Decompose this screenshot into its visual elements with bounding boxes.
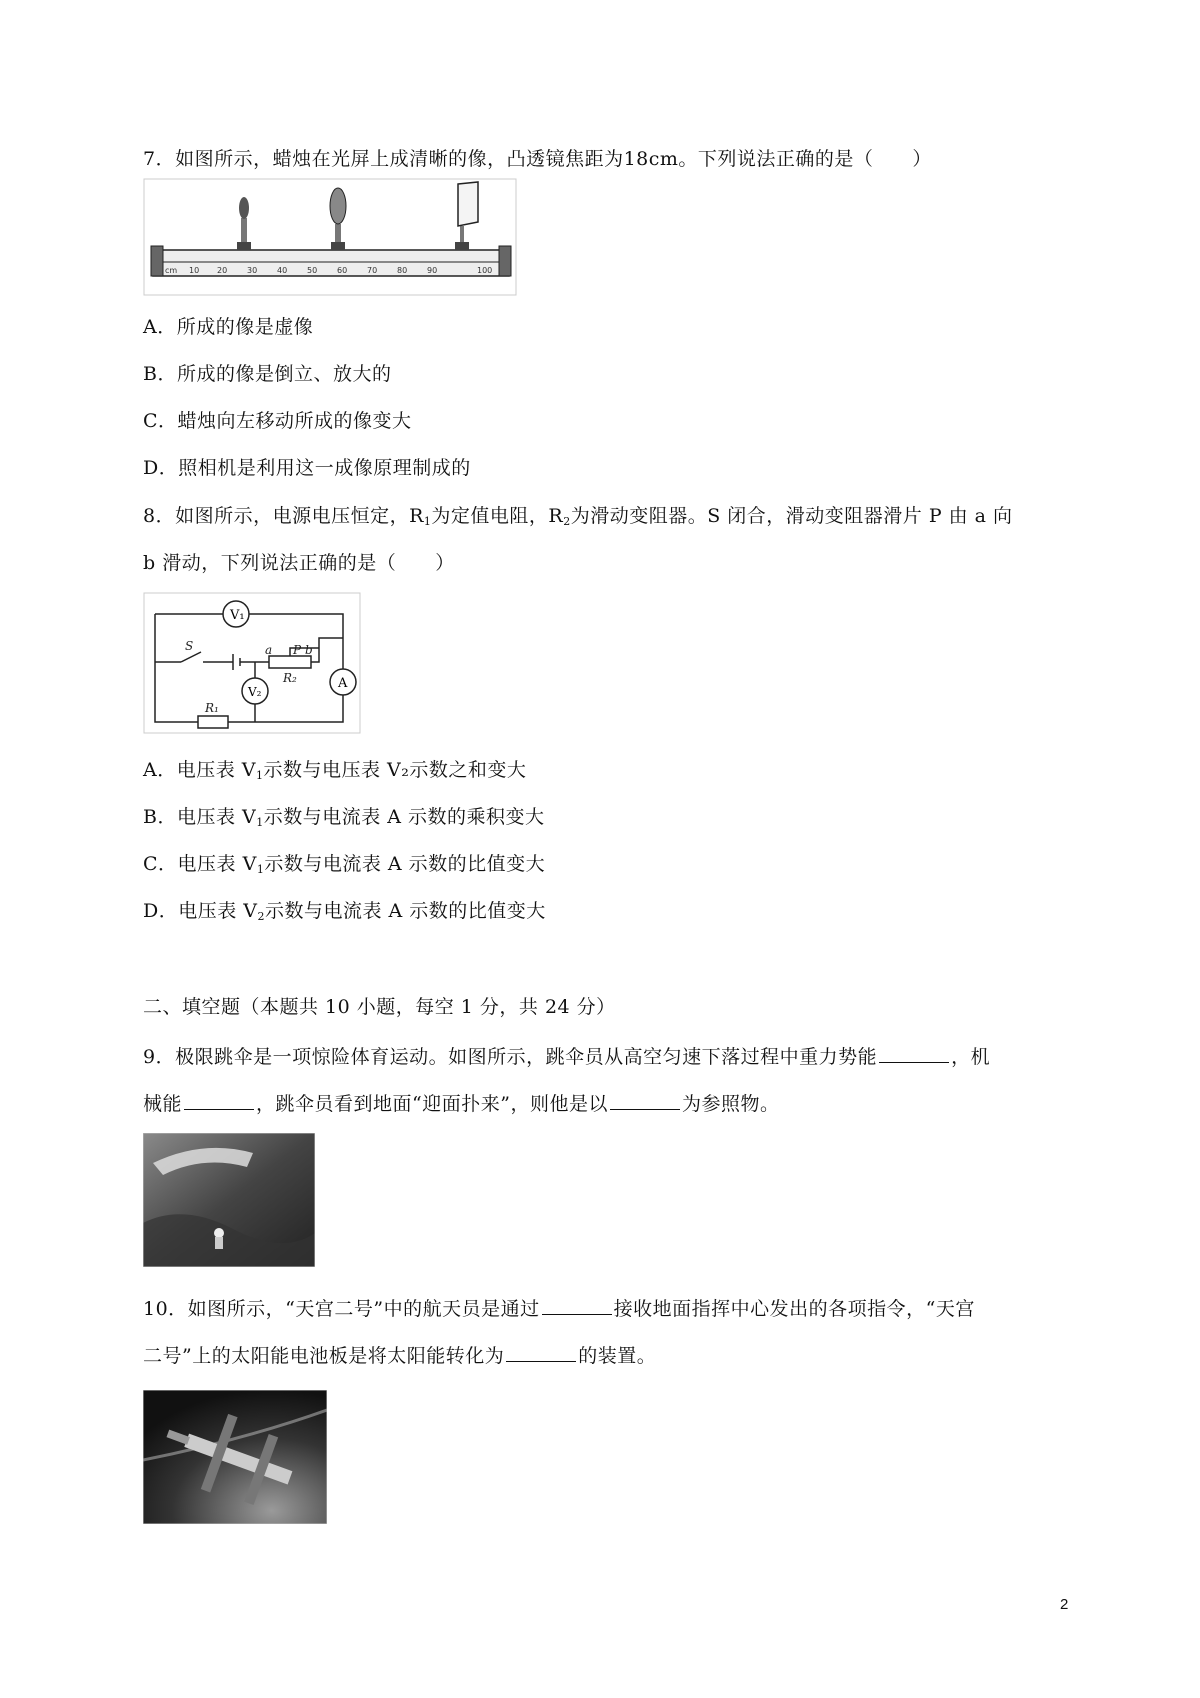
q9-blank-2[interactable] bbox=[184, 1089, 254, 1110]
q8-option-c: C．电压表 $V_1$示数与电流表 A 示数的比值变大 bbox=[143, 853, 546, 876]
svg-text:100: 100 bbox=[477, 266, 493, 275]
svg-text:cm: cm bbox=[165, 266, 178, 275]
terminal-b-label: b bbox=[305, 643, 313, 657]
q10-line1: 10．如图所示，“天宫二号”中的航天员是通过 接收地面指挥中心发出的各项指令，“天宫 bbox=[143, 1294, 975, 1322]
q8-option-a: A．电压表 $V_1$示数与电压表 V₂示数之和变大 bbox=[143, 759, 527, 782]
svg-text:V₂: V₂ bbox=[248, 685, 262, 699]
terminal-a-label: a bbox=[265, 643, 273, 657]
circuit-diagram bbox=[143, 592, 363, 736]
svg-text:20: 20 bbox=[217, 266, 228, 275]
r1-label: R₁ bbox=[205, 701, 219, 715]
q8-option-b: B．电压表 $V_1$示数与电流表 A 示数的乘积变大 bbox=[143, 806, 545, 829]
q9-line1: 9．极限跳伞是一项惊险体育运动。如图所示，跳伞员从高空匀速下落过程中重力势能 ，机 bbox=[143, 1042, 990, 1070]
svg-text:50: 50 bbox=[307, 266, 318, 275]
q7-option-b: B．所成的像是倒立、放大的 bbox=[143, 363, 392, 385]
q10-line2: 二号”上的太阳能电池板是将太阳能转化为 的装置。 bbox=[143, 1341, 656, 1369]
q10-blank-1[interactable] bbox=[542, 1294, 612, 1315]
q7-stem: 7．如图所示，蜡烛在光屏上成清晰的像，凸透镜焦距为18cm。下列说法正确的是（ ） bbox=[143, 148, 932, 170]
q7-option-a: A．所成的像是虚像 bbox=[143, 316, 314, 338]
ammeter-a bbox=[330, 669, 356, 695]
q8-stem-line1: 8．如图所示，电源电压恒定，$R_1$为定值电阻，$R_2$为滑动变阻器。S 闭合，滑动变阻器滑片 P 由 a 向 bbox=[143, 505, 1013, 528]
svg-text:60: 60 bbox=[337, 266, 348, 275]
svg-text:V₁: V₁ bbox=[230, 608, 245, 623]
q10-blank-2[interactable] bbox=[506, 1341, 576, 1362]
optical-bench-figure bbox=[143, 178, 519, 298]
q8-option-d: D．电压表 $V_2$示数与电流表 A 示数的比值变大 bbox=[143, 900, 546, 923]
svg-text:70: 70 bbox=[367, 266, 378, 275]
voltmeter-v1 bbox=[223, 601, 249, 627]
svg-text:10: 10 bbox=[189, 266, 200, 275]
tiangong-photo bbox=[143, 1390, 327, 1524]
skydiver-photo bbox=[143, 1133, 315, 1267]
svg-text:80: 80 bbox=[397, 266, 408, 275]
section-heading: 二、填空题（本题共 10 小题，每空 1 分，共 24 分） bbox=[143, 996, 616, 1018]
q7-option-d: D．照相机是利用这一成像原理制成的 bbox=[143, 457, 471, 479]
q9-blank-3[interactable] bbox=[610, 1089, 680, 1110]
svg-text:40: 40 bbox=[277, 266, 288, 275]
switch-label: S bbox=[185, 639, 194, 653]
voltmeter-v2 bbox=[242, 678, 268, 704]
q8-stem-line2: b 滑动，下列说法正确的是（ ） bbox=[143, 552, 455, 574]
r2-label: R₂ bbox=[283, 671, 297, 685]
page-number: 2 bbox=[1060, 1596, 1069, 1613]
svg-text:90: 90 bbox=[427, 266, 438, 275]
q9-line2: 械能 ，跳伞员看到地面“迎面扑来”，则他是以 为参照物。 bbox=[143, 1089, 779, 1117]
slider-p-label: P bbox=[293, 643, 302, 657]
q9-blank-1[interactable] bbox=[879, 1042, 949, 1063]
svg-text:A: A bbox=[338, 676, 348, 691]
q7-option-c: C．蜡烛向左移动所成的像变大 bbox=[143, 410, 412, 432]
svg-text:30: 30 bbox=[247, 266, 258, 275]
